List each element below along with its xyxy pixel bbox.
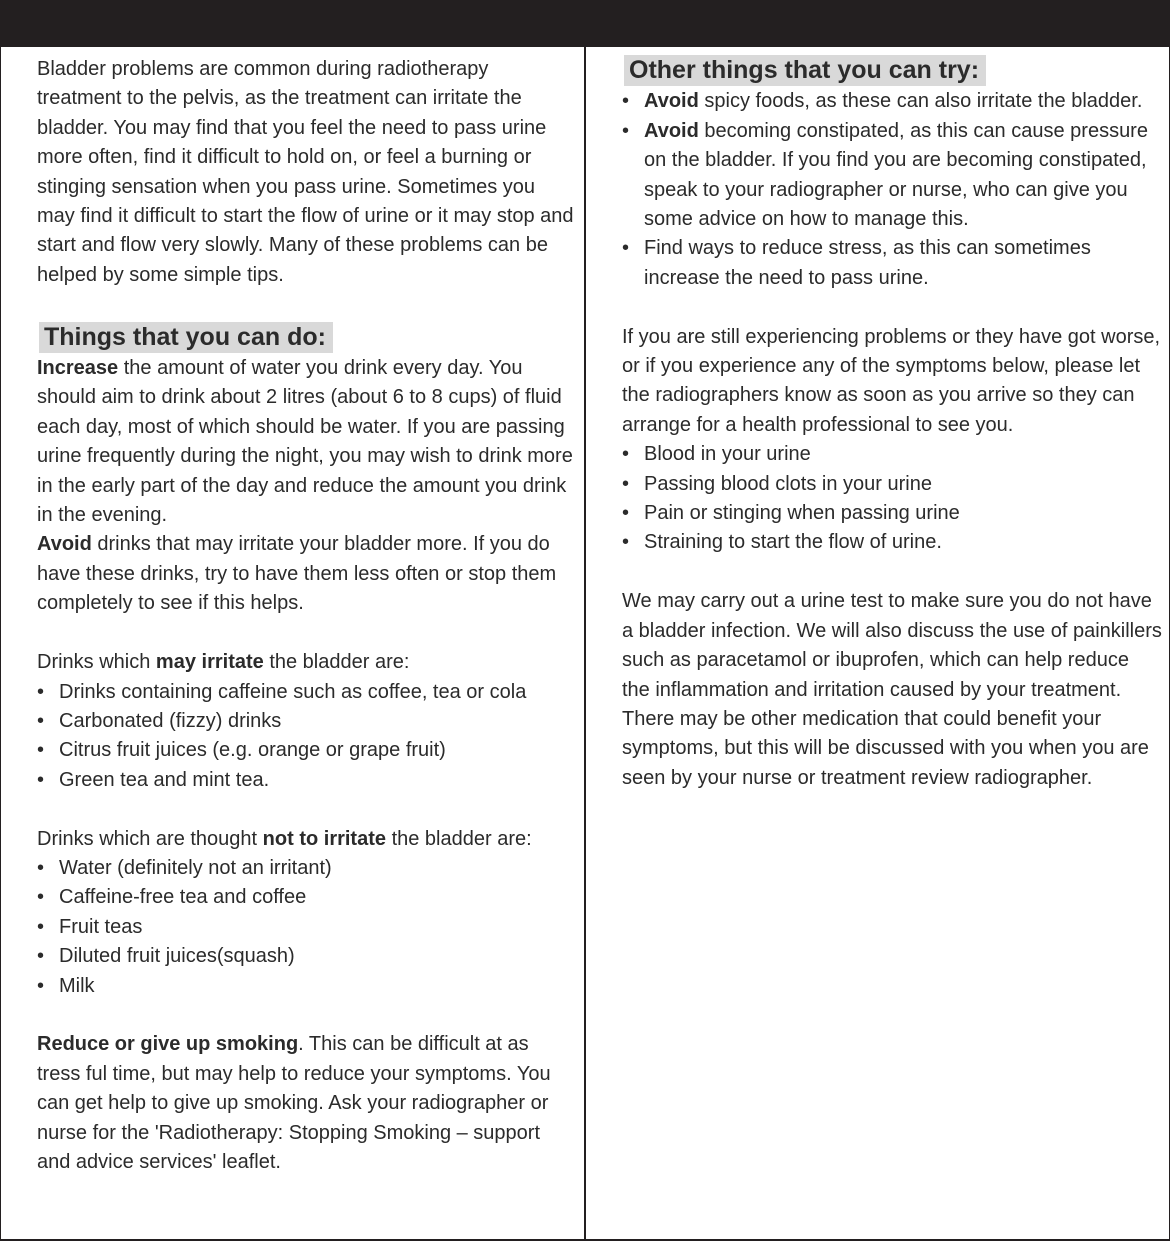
- avoid-bold: Avoid: [37, 533, 92, 556]
- list-item: • Blood in your urine: [622, 440, 1162, 469]
- header-bar: [0, 0, 1170, 47]
- column-divider: [584, 47, 586, 1241]
- other-things-heading: Other things that you can try:: [624, 55, 986, 86]
- urine-test-paragraph: We may carry out a urine test to make sure you do not have a bladder infection. We will also discuss the use of painkillers such as paracetamol or ibuprofen, which can help reduce the inflammation and irritation caused by your treatment.: [622, 590, 1162, 701]
- avoid-paragraph: [37, 530, 577, 618]
- list-item: • Passing blood clots in your urine: [622, 470, 1162, 499]
- list-item: • Milk: [37, 972, 577, 1001]
- list-item: • Water (definitely not an irritant): [37, 854, 577, 883]
- intro-paragraph: Bladder problems are common during radiotherapy treatment to the pelvis, as the treatment can irritate the bladder. You may find that you feel the need to pass urine more often, find it difficult to hold on, or feel a burning or stinging sensation when you pass urine. Sometimes you may find it difficult to start the flow of urine or it may stop and start and flow very slowly. Many of these problems can be helped by some simple tips.: [37, 58, 574, 286]
- list-item: • Drinks containing caffeine such as coffee, tea or cola: [37, 678, 577, 707]
- still-problems-paragraph: If you are still experiencing problems or they have got worse, or if you experience any of the symptoms below, please let the radiographers know as soon as you arrive so they can arrange for a health professional to see you.: [622, 325, 1161, 436]
- symptoms-list: [622, 440, 1162, 558]
- increase-bold: Increase: [37, 357, 119, 380]
- right-column: [622, 55, 1162, 793]
- list-item: • Avoid spicy foods, as these can also irritate the bladder.: [622, 87, 1162, 116]
- tips-list: [622, 87, 1162, 293]
- irritate-intro: Drinks which may irritate the bladder are:: [37, 651, 410, 674]
- list-item: • Fruit teas: [37, 913, 577, 942]
- list-item: • Caffeine-free tea and coffee: [37, 883, 577, 912]
- list-item: • Pain or stinging when passing urine: [622, 499, 1162, 528]
- list-item: • Citrus fruit juices (e.g. orange or grape fruit): [37, 736, 577, 765]
- increase-paragraph: [37, 354, 577, 530]
- irritate-list: [37, 678, 577, 796]
- smoking-paragraph: Reduce or give up smoking. This can be difficult at as tress ful time, but may help to reduce your symptoms. You can get help to give up smoking. Ask your radiographer or nurse for the 'Radiotherapy: Stopping Smoking – support and advice services' leaflet.: [37, 1033, 551, 1173]
- increase-text: the amount of water you drink every day. You should aim to drink about 2 litres (about 6 to 8 cups) of fluid each day, most of which should be water. If you are passing urine frequently during the night, you may wish to drink more in the early part of the day and reduce the amount you drink in the evening.: [37, 357, 573, 527]
- list-item: • Green tea and mint tea.: [37, 766, 577, 795]
- things-you-can-do-heading: Things that you can do:: [39, 322, 333, 353]
- not-irritate-intro: Drinks which are thought not to irritate the bladder are:: [37, 827, 532, 850]
- medication-paragraph: There may be other medication that could benefit your symptoms, but this will be discussed with you when you are seen by your nurse or treatment review radiographer.: [622, 707, 1149, 789]
- list-item: • Straining to start the flow of urine.: [622, 528, 1162, 557]
- list-item: • Diluted fruit juices(squash): [37, 942, 577, 971]
- avoid-text: drinks that may irritate your bladder more. If you do have these drinks, try to have them less often or stop them completely to see if this helps.: [37, 533, 557, 615]
- left-column: [37, 55, 577, 1177]
- list-item: • Carbonated (fizzy) drinks: [37, 707, 577, 736]
- list-item: • Avoid becoming constipated, as this can cause pressure on the bladder. If you find you are becoming constipated, speak to your radiographer or nurse, who can give you some advice on how to manage this.: [622, 117, 1162, 235]
- not-irritate-list: [37, 854, 577, 1001]
- list-item: • Find ways to reduce stress, as this can sometimes increase the need to pass urine.: [622, 234, 1162, 293]
